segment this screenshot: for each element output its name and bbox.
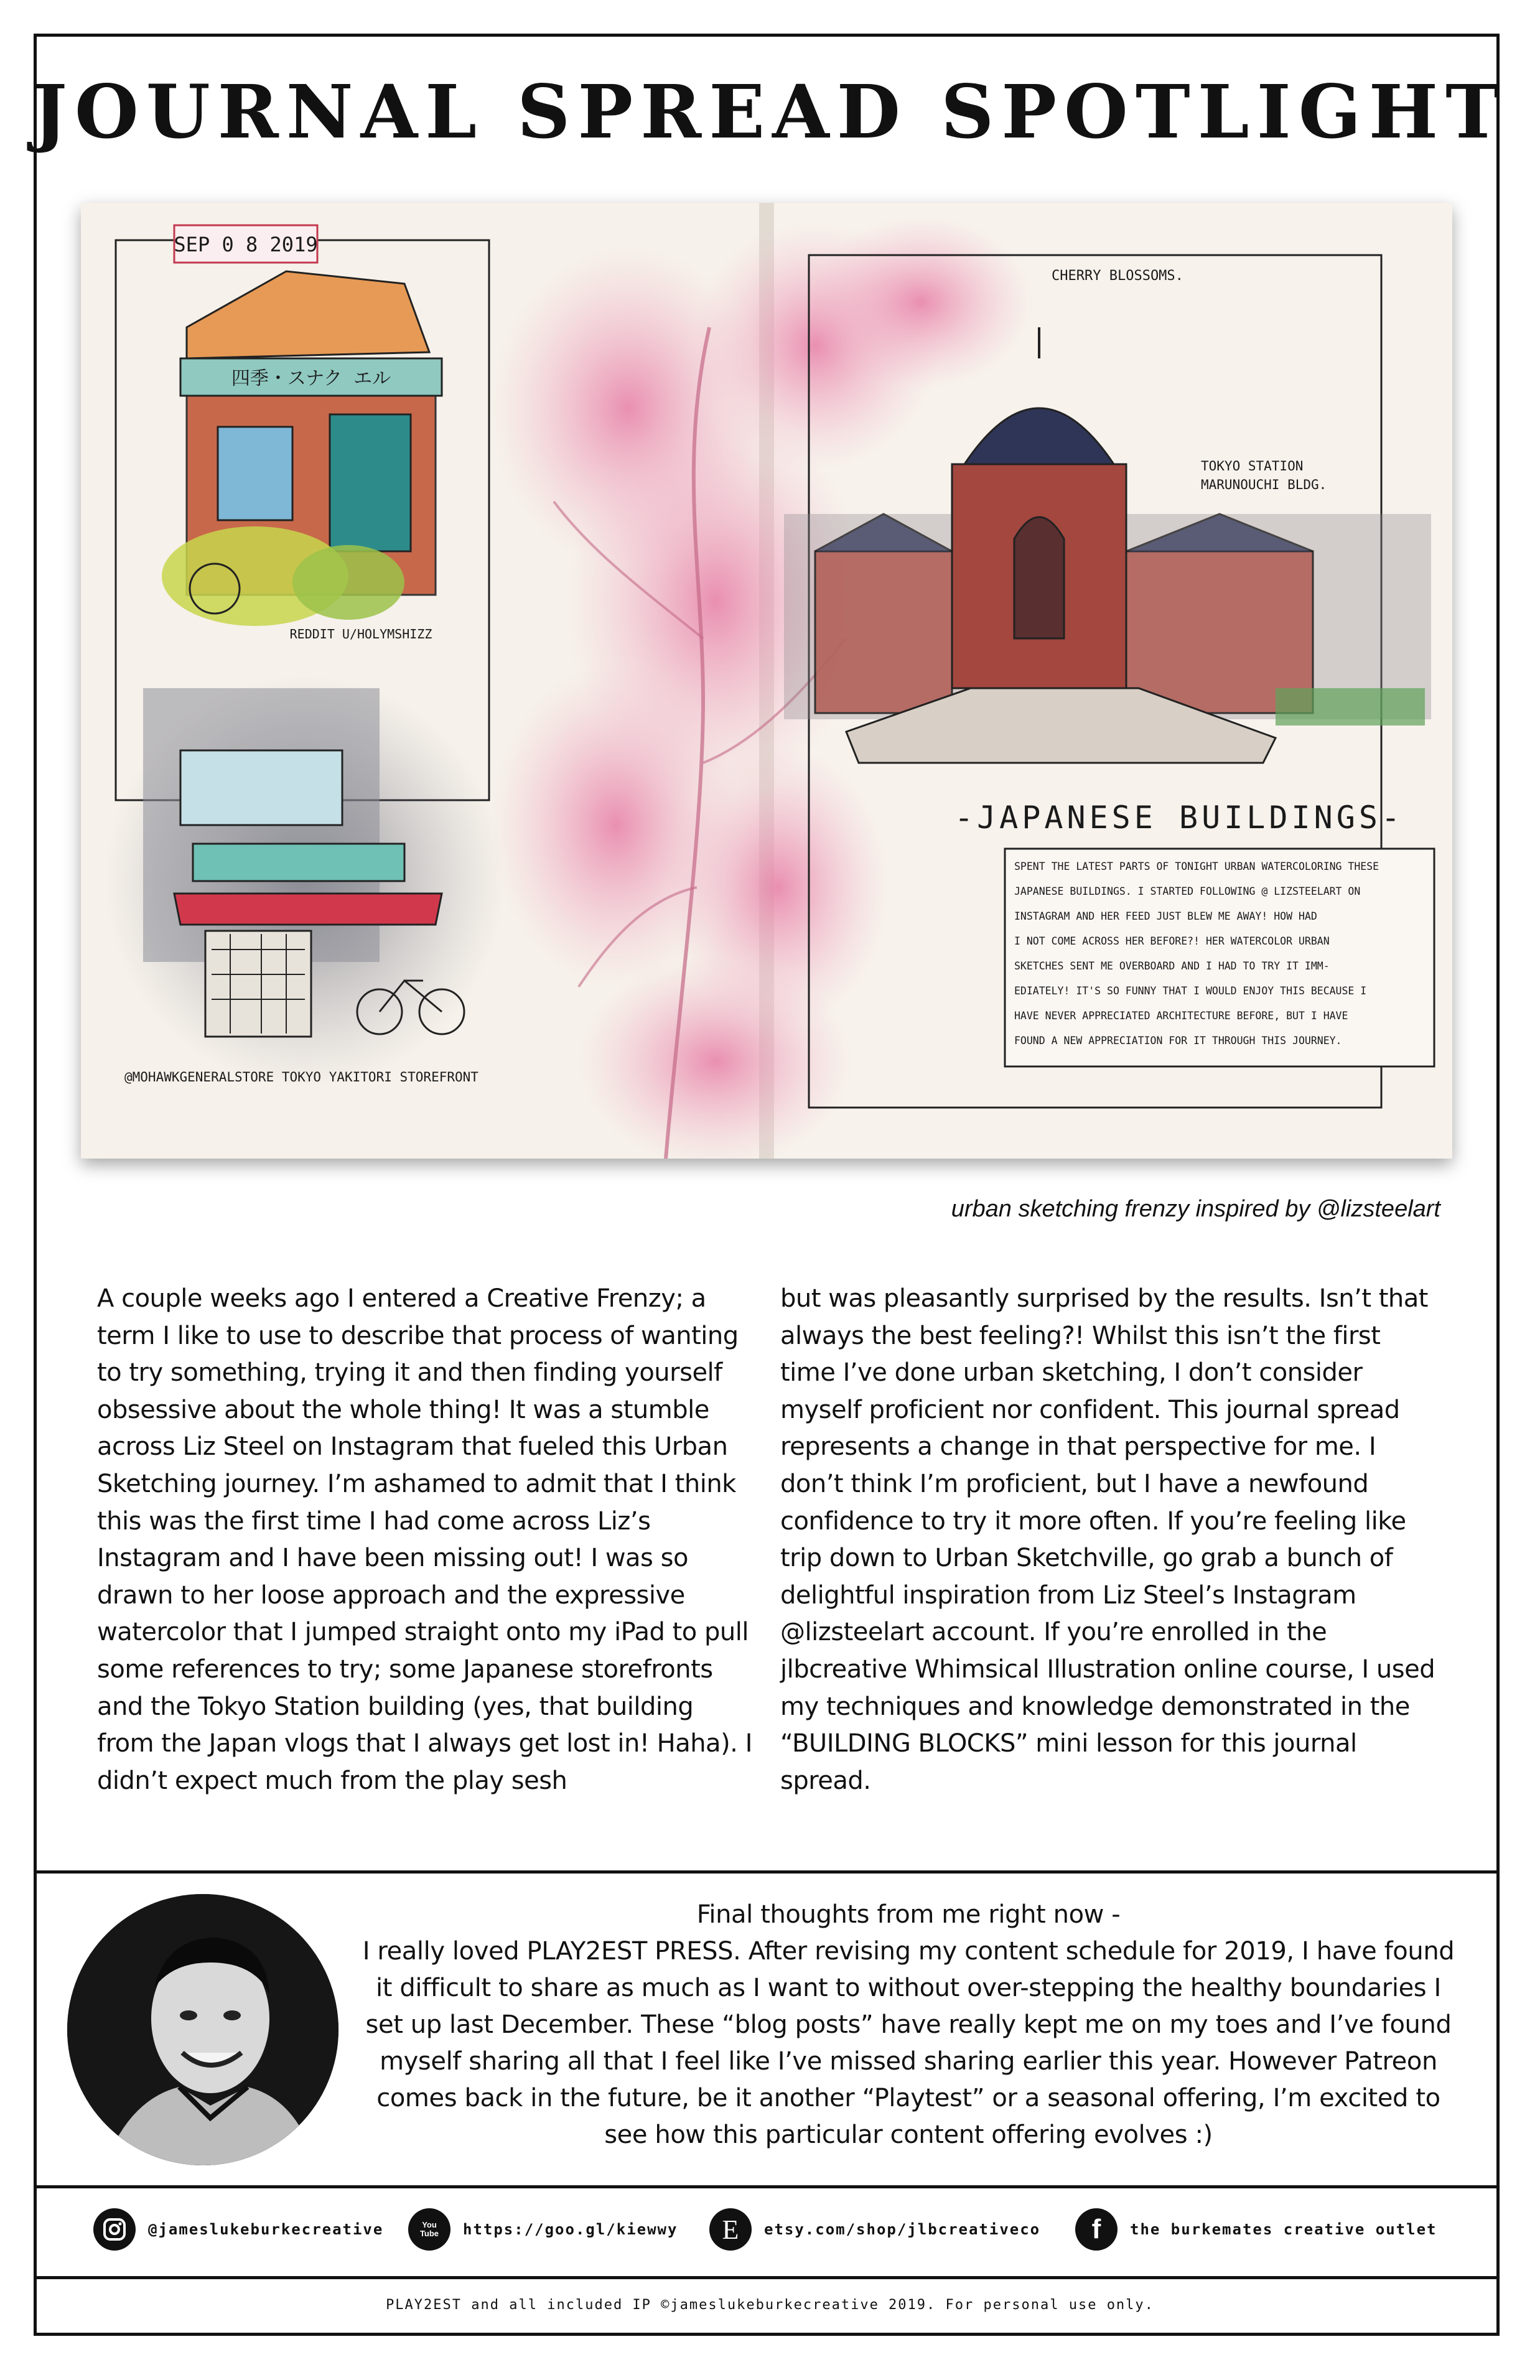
note-line: SKETCHES SENT ME OVERBOARD AND I HAD TO TRY IT IMM-: [1014, 960, 1330, 972]
youtube-glyph: You Tube: [419, 2220, 439, 2238]
note-line: EDIATELY! IT'S SO FUNNY THAT I WOULD ENJOY THIS BECAUSE I: [1014, 985, 1367, 997]
note-box: [1005, 849, 1434, 1066]
note-line: JAPANESE BUILDINGS. I STARTED FOLLOWING @ LIZSTEELART ON: [1014, 885, 1361, 897]
note-line: FOUND A NEW APPRECIATION FOR IT THROUGH THIS JOURNEY.: [1014, 1035, 1342, 1047]
social-facebook[interactable]: [1075, 2208, 1437, 2251]
social-instagram[interactable]: [93, 2208, 383, 2251]
divider-middle: [34, 2185, 1500, 2188]
date-stamp: SEP 0 8 2019: [174, 233, 318, 256]
storefront-sketch-2: [106, 676, 504, 1086]
youtube-icon: [408, 2208, 450, 2251]
final-thoughts-text: I really loved PLAY2EST PRESS. After revising my content schedule for 2019, I have found it difficult to share as much as I want to without over-stepping the healthy boundaries I set up last December. These “blog posts” have really kept me on my toes and I’ve found myself sharing all that I feel like I’ve missed sharing earlier this year. However Patreon comes back in the future, be it another “Playtest” or a seasonal offering, I’m excited to see how this particular content offering evolves :): [362, 1937, 1455, 2149]
author-avatar: [67, 1894, 338, 2165]
blossoms-note: CHERRY BLOSSOMS.: [1052, 268, 1183, 284]
note-line: INSTAGRAM AND HER FEED JUST BLEW ME AWAY! HOW HAD: [1014, 910, 1317, 922]
journal-spread-photo: [81, 203, 1452, 1159]
page-title: JOURNAL SPREAD SPOTLIGHT: [32, 68, 1508, 155]
instagram-icon: [93, 2208, 136, 2251]
credit-top: REDDIT U/HOLYMSHIZZ: [289, 627, 432, 642]
note-line: HAVE NEVER APPRECIATED ARCHITECTURE BEFORE, BUT I HAVE: [1014, 1010, 1348, 1022]
facebook-icon: [1075, 2208, 1118, 2251]
facebook-page: the burkemates creative outlet: [1130, 2221, 1437, 2238]
storefront-sketch-1: [162, 271, 442, 626]
japanese-buildings-heading: -JAPANESE BUILDINGS-: [954, 800, 1404, 836]
credit-bottom: @MOHAWKGENERALSTORE TOKYO YAKITORI STOREFRONT: [124, 1070, 478, 1085]
note-line: I NOT COME ACROSS HER BEFORE?! HER WATERCOLOR URBAN: [1014, 935, 1330, 947]
final-thoughts: [361, 1897, 1456, 2154]
etsy-glyph: E: [722, 2214, 739, 2245]
shop-sign: 四季・スナク エル: [231, 368, 391, 390]
youtube-link: https://goo.gl/kiewwy: [463, 2221, 678, 2238]
photo-caption: urban sketching frenzy inspired by @lizsteelart: [951, 1196, 1440, 1222]
facebook-glyph: f: [1091, 2214, 1101, 2244]
etsy-link: etsy.com/shop/jlbcreativeco: [764, 2221, 1041, 2238]
station-note-1: TOKYO STATION: [1201, 459, 1304, 474]
final-thoughts-heading: Final thoughts from me right now -: [696, 1900, 1121, 1929]
social-etsy[interactable]: [709, 2208, 1040, 2251]
body-column-left: A couple weeks ago I entered a Creative Frenzy; a term I like to use to describe that process of wanting to try something, trying it and then finding yourself obsessive about the whole thing! It was a stumble across Liz Steel on Instagram that fueled this Urban Sketching journey. I’m ashamed to admit that I think this was the first time I had come across Liz’s Instagram and I have been missing out! I was so drawn to her loose approach and the expressive watercolor that I jumped straight onto my iPad to pull some references to try; some Japanese storefronts and the Tokyo Station building (yes, that building from the Japan vlogs that I always get lost in! Haha). I didn’t expect much from the play sesh: [97, 1284, 752, 1795]
copyright-footer: PLAY2EST and all included IP ©jameslukeburkecreative 2019. For personal use only.: [386, 2297, 1154, 2313]
instagram-handle: @jameslukeburkecreative: [148, 2221, 384, 2238]
author-portrait: [67, 1894, 338, 2165]
social-youtube[interactable]: [408, 2208, 678, 2251]
divider-bottom: [34, 2276, 1500, 2279]
note-line: SPENT THE LATEST PARTS OF TONIGHT URBAN WATERCOLORING THESE: [1014, 861, 1379, 872]
body-column-right: but was pleasantly surprised by the results. Isn’t that always the best feeling?! Whilst this isn’t the first time I’ve done urban sketching, I don’t consider myself proficient nor confident. This journal spread represents a change in that perspective for me. I don’t think I’m proficient, but I have a newfound confidence to try it more often. If you’re feeling like trip down to Urban Sketchville, go grab a bunch of delightful inspiration from Liz Steel’s Instagram @lizsteelart account. If you’re enrolled in the jlbcreative Whimsical Illustration online course, I used my techniques and knowledge demonstrated in the “BUILDING BLOCKS” mini lesson for this journal spread.: [780, 1284, 1435, 1795]
journal-spread-illustration: [81, 203, 1452, 1159]
station-note-2: MARUNOUCHI BLDG.: [1201, 477, 1327, 492]
divider-top: [34, 1870, 1500, 1874]
etsy-icon: [709, 2208, 752, 2251]
